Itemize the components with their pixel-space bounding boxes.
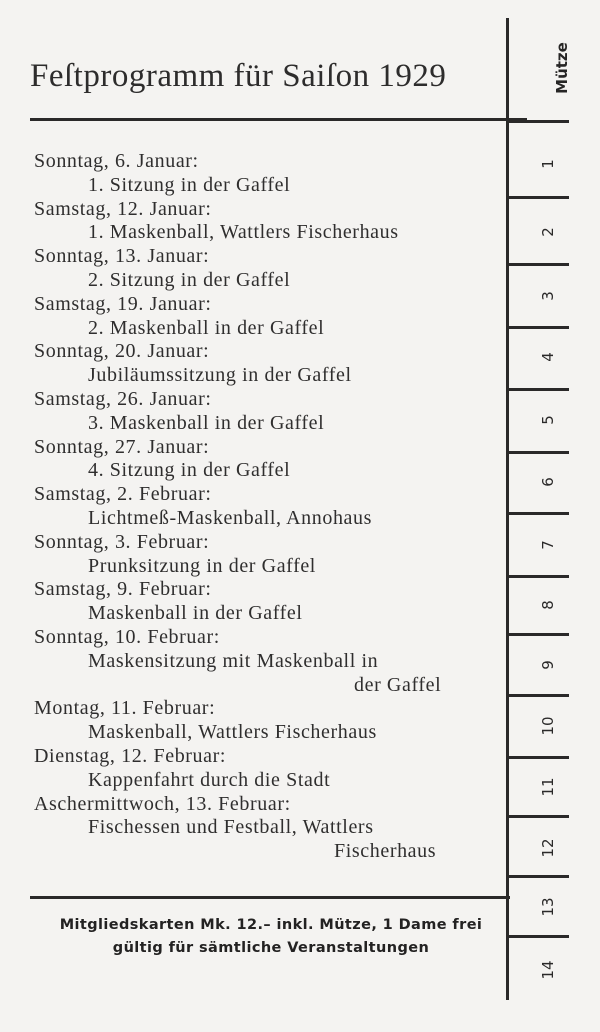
event-date: Sonntag, 10. Februar: (34, 625, 220, 648)
event-description: 2. Maskenball in der Gaffel (88, 316, 325, 339)
cap-number: 1 (539, 159, 557, 169)
cap-tick (509, 451, 569, 454)
event-date: Dienstag, 12. Februar: (34, 744, 227, 767)
cap-number: 8 (539, 600, 557, 610)
event-date: Sonntag, 13. Januar: (34, 245, 210, 268)
cap-number: 6 (539, 477, 557, 487)
cap-number: 7 (539, 540, 557, 550)
cap-number: 14 (539, 960, 557, 980)
cap-tick (509, 935, 569, 938)
event-description: Jubiläumssitzung in der Gaffel (88, 364, 352, 387)
cap-tick (509, 694, 569, 697)
cap-tick (509, 756, 569, 759)
event-item (34, 697, 514, 745)
event-description: Prunksitzung in der Gaffel (88, 554, 316, 577)
event-description: 1. Maskenball, Wattlers Fischerhaus (88, 221, 399, 244)
event-item (34, 340, 514, 388)
cap-tick (509, 512, 569, 515)
event-date: Samstag, 19. Januar: (34, 292, 212, 315)
event-date: Montag, 11. Februar: (34, 697, 216, 720)
page-title: Feſtprogramm für Saiſon 1929 (30, 58, 447, 94)
cap-column-header: Mütze (553, 42, 571, 94)
event-item (34, 388, 514, 436)
event-description: Fischessen und Festball, Wattlers (88, 816, 374, 839)
event-description: 1. Sitzung in der Gaffel (88, 173, 291, 196)
cap-number: 9 (539, 660, 557, 670)
cap-number: 13 (539, 897, 557, 917)
event-item (34, 745, 514, 793)
event-date: Sonntag, 27. Januar: (34, 435, 210, 458)
event-description: Kappenfahrt durch die Stadt (88, 768, 331, 791)
event-description-continued: der Gaffel (354, 673, 442, 696)
event-description: Maskensitzung mit Maskenball in (88, 649, 379, 672)
event-description: Maskenball in der Gaffel (88, 602, 303, 625)
cap-tick (509, 326, 569, 329)
event-date: Samstag, 2. Februar: (34, 483, 212, 506)
cap-tick (509, 196, 569, 199)
event-date: Samstag, 9. Februar: (34, 578, 212, 601)
cap-tick (509, 263, 569, 266)
event-description: 4. Sitzung in der Gaffel (88, 459, 291, 482)
cap-number: 11 (539, 777, 557, 797)
cap-number: 3 (539, 291, 557, 301)
event-item (34, 293, 514, 341)
cap-number: 4 (539, 352, 557, 362)
title-divider (30, 118, 527, 121)
event-date: Samstag, 12. Januar: (34, 197, 212, 220)
cap-tick (509, 575, 569, 578)
event-item (34, 578, 514, 626)
cap-number: 10 (539, 716, 557, 736)
event-date: Samstag, 26. Januar: (34, 387, 212, 410)
event-item (34, 436, 514, 484)
event-item (34, 245, 514, 293)
cap-tick (509, 633, 569, 636)
cap-tick (509, 875, 569, 878)
event-date: Sonntag, 20. Januar: (34, 340, 210, 363)
footer-divider (30, 896, 510, 899)
event-item (34, 483, 514, 531)
event-item (34, 626, 514, 697)
event-date: Sonntag, 6. Januar: (34, 150, 199, 172)
event-item (34, 198, 514, 246)
cap-tick (509, 815, 569, 818)
cap-number: 2 (539, 227, 557, 237)
event-description-continued: Fischerhaus (334, 840, 437, 863)
event-description: Maskenball, Wattlers Fischerhaus (88, 721, 377, 744)
cap-number: 12 (539, 838, 557, 858)
event-item (34, 793, 514, 864)
event-item (34, 531, 514, 579)
membership-note (30, 914, 512, 960)
cap-tick (509, 120, 569, 123)
event-description: Lichtmeß-Maskenball, Annohaus (88, 506, 373, 529)
cap-tick (509, 388, 569, 391)
event-date: Aschermittwoch, 13. Februar: (34, 792, 291, 815)
cap-column-line (506, 18, 509, 1000)
cap-number: 5 (539, 415, 557, 425)
membership-validity: gültig für sämtliche Veranstaltungen (112, 940, 430, 956)
event-list (34, 150, 514, 864)
event-date: Sonntag, 3. Februar: (34, 530, 210, 553)
event-description: 2. Sitzung in der Gaffel (88, 268, 291, 291)
event-description: 3. Maskenball in der Gaffel (88, 411, 325, 434)
membership-price: Mitgliedskarten Mk. 12.– inkl. Mütze, 1 Dame frei (59, 917, 483, 933)
event-item (34, 150, 514, 198)
